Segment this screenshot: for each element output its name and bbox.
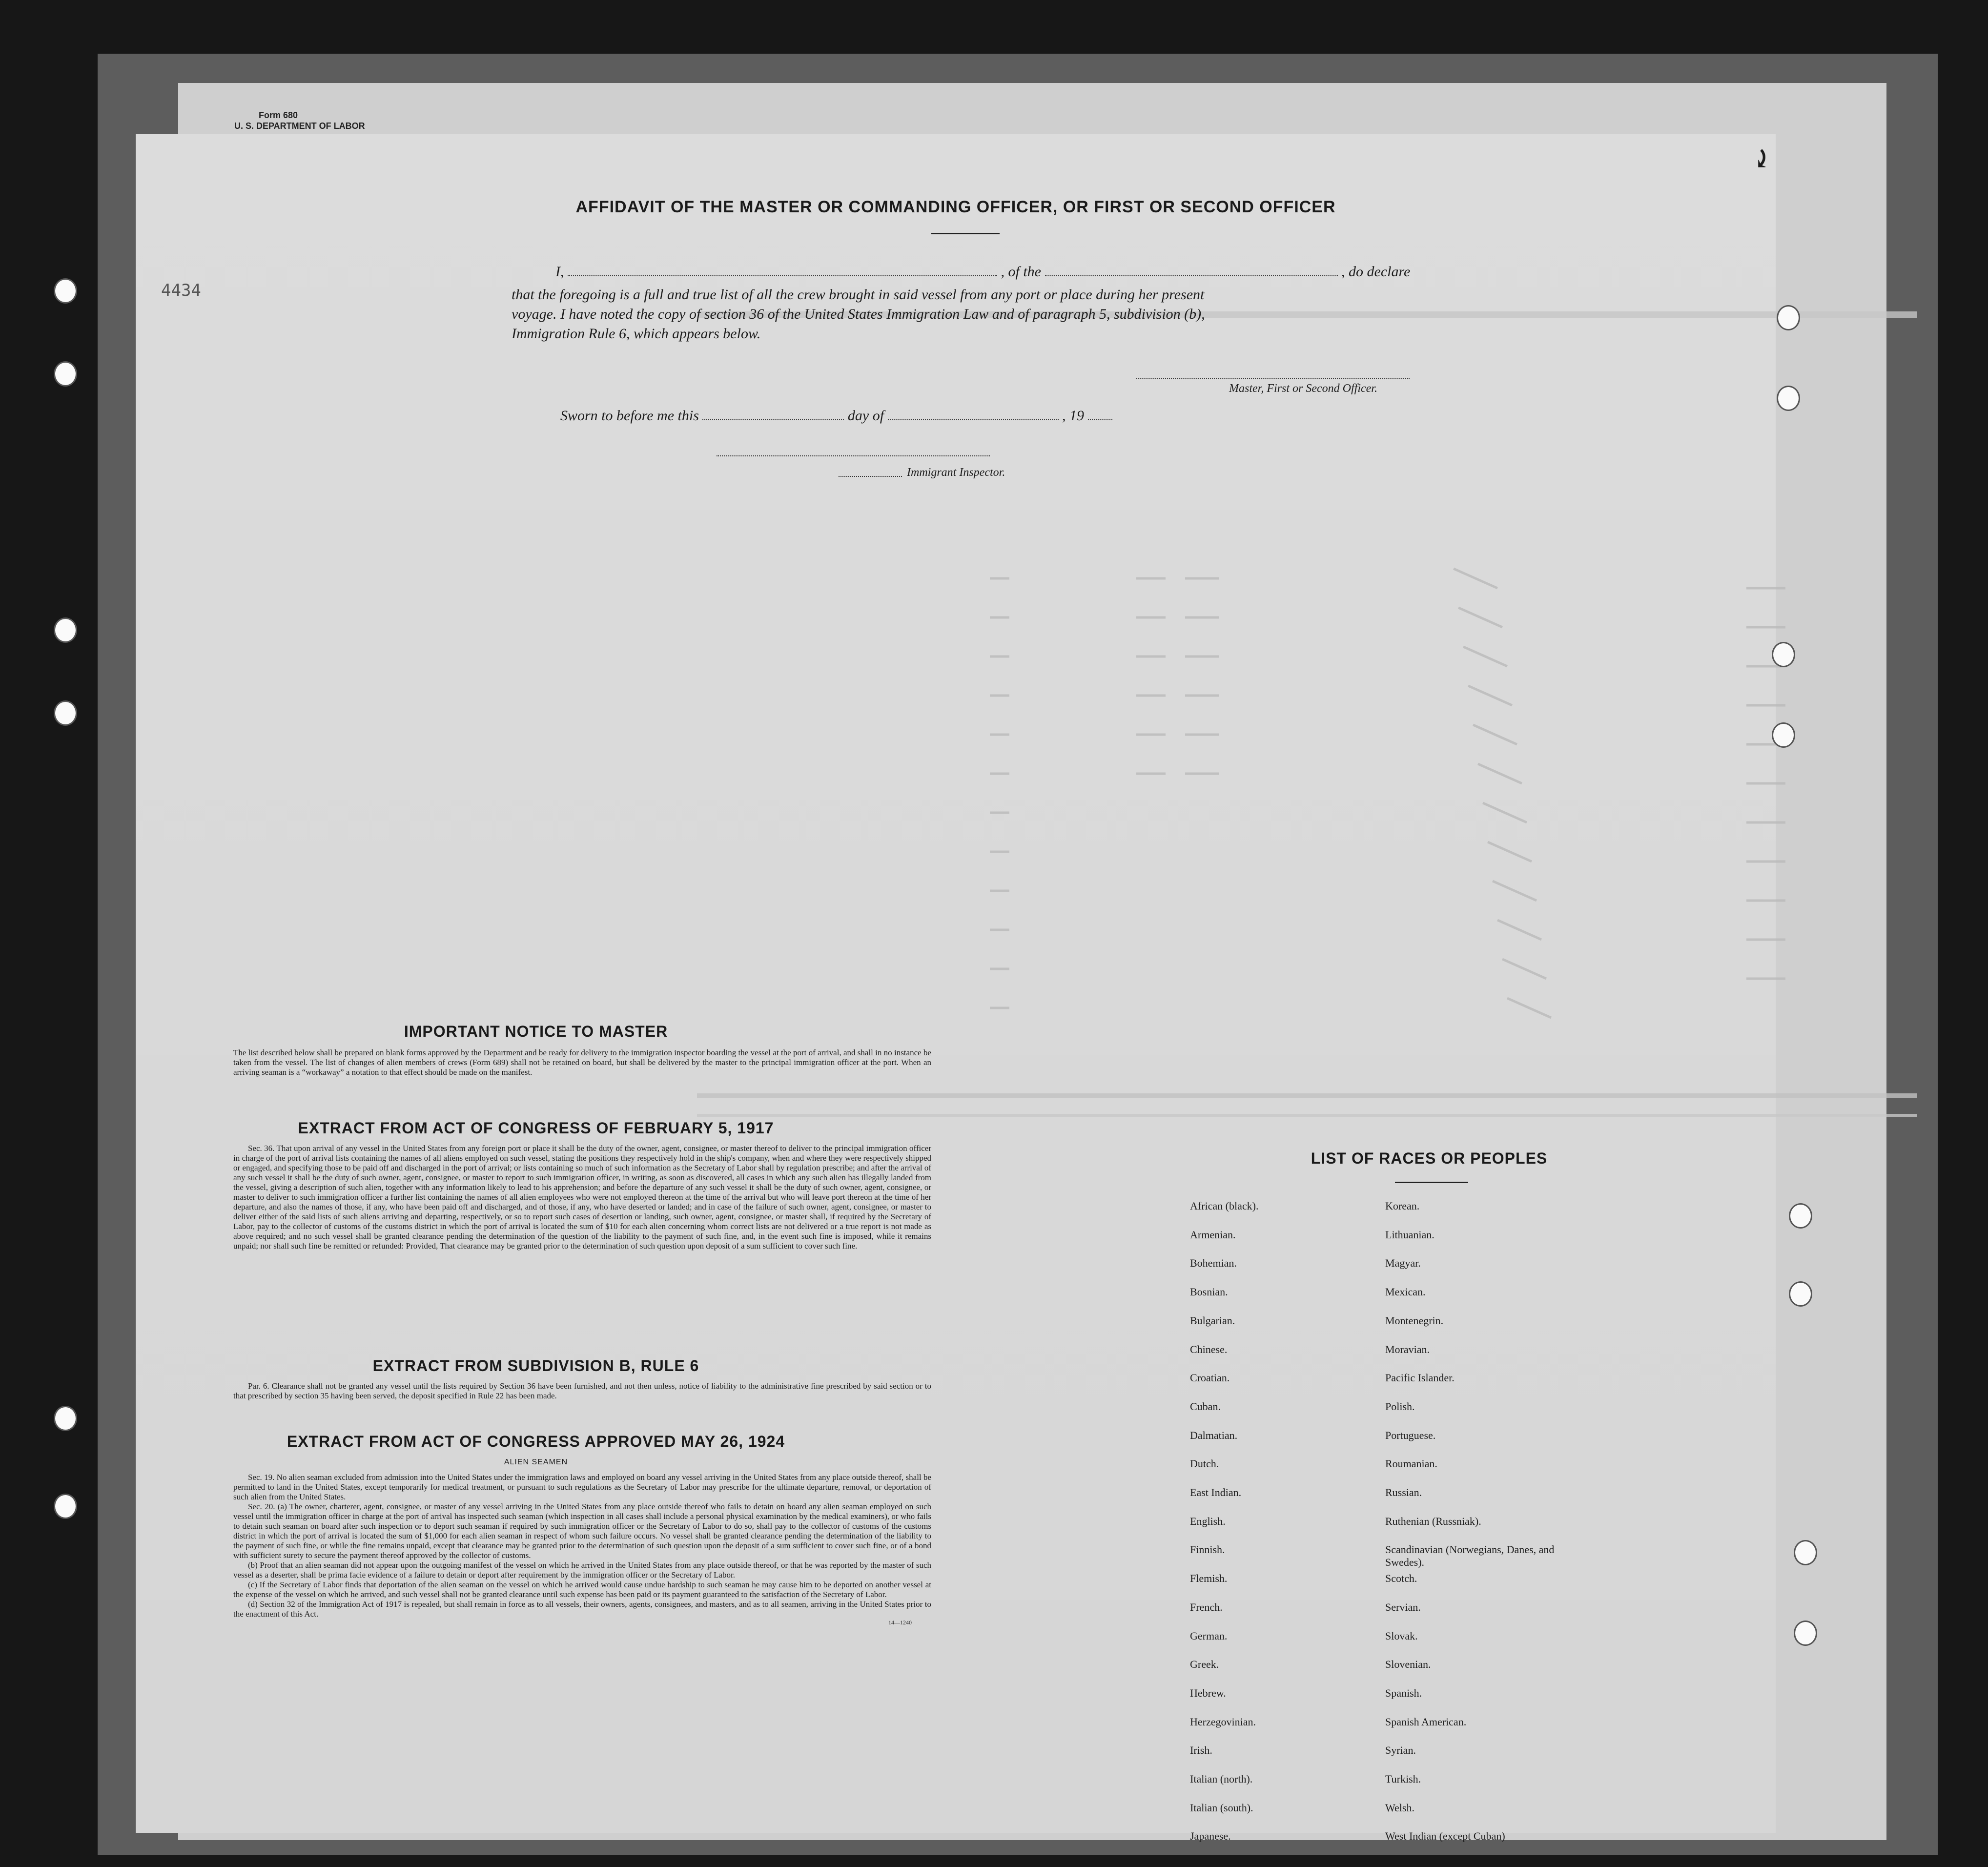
- race-item: Croatian.: [1190, 1372, 1230, 1384]
- race-item: English.: [1190, 1515, 1226, 1527]
- punch-hole: [54, 700, 77, 726]
- sworn-year-blank: [1088, 419, 1112, 420]
- race-item: Slovak.: [1385, 1629, 1418, 1642]
- race-item: French.: [1190, 1600, 1223, 1613]
- inspector-short-line: [839, 476, 902, 477]
- sworn-year-label: , 19: [1062, 408, 1085, 424]
- affidavit-line-2: that the foregoing is a full and true list of all the crew brought in said vessel from any port or place during her present: [512, 287, 1205, 303]
- race-item: Servian.: [1385, 1600, 1421, 1613]
- race-item: Welsh.: [1385, 1801, 1414, 1814]
- race-item: Scandinavian (Norwegians, Danes, and Swedes).: [1385, 1543, 1555, 1569]
- race-item: Dutch.: [1190, 1457, 1219, 1470]
- punch-hole: [1777, 305, 1800, 330]
- punch-hole: [1794, 1540, 1817, 1565]
- extract-1917-text: Sec. 36. That upon arrival of any vessel in the United States from any foreign port or place it shall be the duty of the owner, agent, consignee, or master thereof to deliver to the principal immigration officer in charge of the port of arrival lists containing the names of all aliens employed on such vessel, stating the positions they respectively hold in the ship's company, when and where they were respectively shipped or engaged, and specifying those to be paid off and discharged in the port of arrival; or lists containing so much of such information as the Secretary of Labor shall by regulation prescribe; and after the arrival of any such vessel it shall be the duty of such owner, agent, consignee, or master to report to such immigration officer, in writing, as soon as discovered, all cases in which any such alien has illegally landed from the vessel, giving a description of such alien, together with any information likely to lead to his apprehension; and before the departure of any such vessel it shall be the duty of such owner, agent, consignee, or master to deliver to such immigration officer a further list containing the names of all alien employees who were not employed thereon at the time of the arrival but who will leave port thereon at the time of her departure, and also the names of those, if any, who have been paid off and discharged, and of those, if any, who have deserted or landed; and in case of the failure of such owner, agent, consignee, or master to deliver either of the said lists of such aliens arriving and departing, respectively, or so to report such cases of desertion or landing, such owner, agent, consignee, or master shall, if required by the Secretary of Labor, pay to the collector of customs of the customs district in which the port of arrival is located the sum of $10 for each alien concerning whom correct lists are not delivered or a true report is not made as above required; and no such vessel shall be granted clearance pending the determination of the question of the liability to the payment of such fine, and, in the event such fine is imposed, while it remains unpaid; nor shall such fine be remitted or refunded: Provided, That clearance may be granted prior to the determination of such question upon deposit of a sum sufficient to cover such fine.: [233, 1144, 931, 1251]
- race-item: Ruthenian (Russniak).: [1385, 1515, 1481, 1527]
- print-code: 14—1240: [888, 1619, 912, 1626]
- document-sheet: [136, 134, 1776, 1843]
- punch-hole: [54, 1406, 77, 1431]
- races-title-divider: [1395, 1182, 1468, 1183]
- race-item: Italian (south).: [1190, 1801, 1253, 1814]
- race-item: Bulgarian.: [1190, 1314, 1235, 1327]
- race-item: Bohemian.: [1190, 1257, 1237, 1270]
- race-item: West Indian (except Cuban): [1385, 1830, 1505, 1843]
- master-name-blank: [568, 275, 997, 276]
- race-item: East Indian.: [1190, 1486, 1242, 1498]
- punch-hole: [54, 361, 77, 387]
- corner-mark-icon: ⤸: [1751, 145, 1772, 172]
- master-signature-caption: Master, First or Second Officer.: [1229, 382, 1377, 395]
- race-item: Turkish.: [1385, 1773, 1421, 1785]
- extract-rule6-text: Par. 6. Clearance shall not be granted any vessel until the lists required by Section 36 have been furnished, and not then unless, notice of liability to the administrative fine prescribed by said section or to that prescribed by section 35 having been served, the deposit specified in Rule 22 has been made.: [233, 1381, 931, 1400]
- underlying-form-department: U. S. DEPARTMENT OF LABOR: [234, 121, 365, 131]
- title-divider: [931, 233, 1000, 234]
- affidavit-declaration-line: [555, 264, 1410, 280]
- punch-hole: [54, 278, 77, 304]
- punch-hole: [54, 1494, 77, 1519]
- race-item: Chinese.: [1190, 1343, 1228, 1355]
- race-item: Flemish.: [1190, 1572, 1228, 1585]
- race-item: Syrian.: [1385, 1744, 1416, 1757]
- sworn-day-blank: [702, 419, 844, 420]
- race-item: Cuban.: [1190, 1400, 1221, 1413]
- race-item: Moravian.: [1385, 1343, 1430, 1355]
- race-item: Mexican.: [1385, 1286, 1426, 1298]
- master-signature-line: [1136, 378, 1410, 379]
- side-mark: 4434: [161, 281, 201, 300]
- race-item: Polish.: [1385, 1400, 1415, 1413]
- race-item: Portuguese.: [1385, 1429, 1436, 1441]
- sworn-line: [560, 408, 1112, 424]
- races-title: LIST OF RACES OR PEOPLES: [1311, 1149, 1548, 1167]
- race-item: Montenegrin.: [1385, 1314, 1444, 1327]
- sworn-label: Sworn to before me this: [560, 408, 699, 424]
- vessel-name-blank: [1045, 275, 1338, 276]
- affidavit-line-3: voyage. I have noted the copy of section 36 of the United States Immigration Law and of paragraph 5, subdivision (b),: [512, 306, 1205, 322]
- race-item: Slovenian.: [1385, 1658, 1431, 1671]
- punch-hole: [1789, 1281, 1812, 1307]
- race-item: Japanese.: [1190, 1830, 1231, 1843]
- race-item: Russian.: [1385, 1486, 1422, 1498]
- notice-text: The list described below shall be prepared on blank forms approved by the Department and be ready for delivery to the immigration inspector boarding the vessel at the port of arrival, and shall in no instance be taken from the vessel. The list of changes of alien members of crews (Form 689) shall not be retained on board, but shall be delivered by the master to the principal immigration officer at the port. When an arriving seaman is a “workaway” a notation to that effect should be made on the manifest.: [233, 1048, 931, 1077]
- inspector-caption: Immigrant Inspector.: [907, 466, 1005, 479]
- race-item: Finnish.: [1190, 1543, 1225, 1556]
- punch-hole: [54, 617, 77, 643]
- sec20a-text: Sec. 20. (a) The owner, charterer, agent, consignee, or master of any vessel arriving in the United States from any place outside thereof who fails to detain on board any alien seaman employed on such vessel until the immigration officer in charge at the port of arrival has inspected such seaman (which inspection in all cases shall include a personal physical examination by the medical examiners), or who fails to detain such seaman on board after such inspection or to deport such seaman if required by such immigration officer or the Secretary of Labor to do so, shall pay to the collector of customs of the customs district in which the port of arrival is located the sum of $1,000 for each alien seaman in respect of whom such failure occurs. No vessel shall be granted clearance pending the determination of the liability to the payment of such fine, or while the fine remains unpaid, except that clearance may be granted prior to the determination of such question upon the deposit of a sum sufficient to cover such fine, or of a bond with sufficient surety to secure the payment thereof approved by the collector of customs.: [233, 1502, 931, 1560]
- affidavit-i-label: I,: [555, 264, 564, 280]
- race-item: Bosnian.: [1190, 1286, 1228, 1298]
- race-item: Scotch.: [1385, 1572, 1417, 1585]
- sec19-text: Sec. 19. No alien seaman excluded from admission into the United States under the immigration laws and employed on board any vessel arriving in the United States from any place outside thereof, shall be permitted to land in the United States, except temporarily for medical treatment, or pursuant to such regulations as the Secretary of Labor may prescribe for the ultimate departure, removal, or deportation of such alien from the United States.: [233, 1473, 931, 1501]
- race-item: Korean.: [1385, 1200, 1420, 1212]
- inspector-signature-line: [717, 455, 990, 456]
- race-item: Roumanian.: [1385, 1457, 1437, 1470]
- sworn-month-blank: [888, 419, 1059, 420]
- extract-1924-body: [233, 1473, 931, 1626]
- underlying-form-number: Form 680: [259, 110, 298, 120]
- extract-1924-subtitle: ALIEN SEAMEN: [504, 1458, 568, 1466]
- race-item: German.: [1190, 1629, 1228, 1642]
- sec20c-text: (c) If the Secretary of Labor finds that deportation of the alien seaman on the vessel on which he arrived would cause undue hardship to such seaman he may cause him to be deported on another vessel at the expense of the vessel on which he arrived, and such vessel shall not be granted clearance until such expense has been paid or its payment guaranteed to the satisfaction of the Secretary of Labor.: [233, 1580, 931, 1599]
- race-item: Italian (north).: [1190, 1773, 1253, 1785]
- race-item: Lithuanian.: [1385, 1228, 1435, 1241]
- underlying-form-header: [234, 110, 365, 131]
- punch-hole: [1777, 386, 1800, 411]
- race-item: Spanish American.: [1385, 1715, 1467, 1728]
- sworn-day-of-label: day of: [847, 408, 884, 424]
- punch-hole: [1789, 1203, 1812, 1229]
- punch-hole: [1794, 1621, 1817, 1646]
- race-item: African (black).: [1190, 1200, 1259, 1212]
- race-item: Irish.: [1190, 1744, 1212, 1757]
- race-item: Pacific Islander.: [1385, 1372, 1455, 1384]
- punch-hole: [1772, 722, 1795, 748]
- race-item: Greek.: [1190, 1658, 1219, 1671]
- affidavit-declare-label: , do declare: [1341, 264, 1411, 280]
- sec20d-text: (d) Section 32 of the Immigration Act of 1917 is repealed, but shall remain in force as to all vessels, their owners, agents, consignees, and masters, and as to all seamen, arriving in the United States prior to the enactment of this Act.: [233, 1600, 931, 1619]
- sec20b-text: (b) Proof that an alien seaman did not appear upon the outgoing manifest of the vessel on which he arrived in the United States from any place outside thereof, or that he was reported by the master of such vessel as a deserter, shall be prima facie evidence of a failure to detain or deport after requirement by the immigration officer or the Secretary of Labor.: [233, 1560, 931, 1580]
- punch-hole: [1772, 642, 1795, 667]
- race-item: Spanish.: [1385, 1686, 1422, 1699]
- race-item: Herzegovinian.: [1190, 1715, 1256, 1728]
- extract-1917-title: EXTRACT FROM ACT OF CONGRESS OF FEBRUARY 5, 1917: [298, 1119, 774, 1137]
- extract-rule6-title: EXTRACT FROM SUBDIVISION B, RULE 6: [372, 1357, 699, 1375]
- affidavit-of-label: , of the: [1001, 264, 1041, 280]
- extract-1924-title: EXTRACT FROM ACT OF CONGRESS APPROVED MAY 26, 1924: [287, 1433, 785, 1450]
- notice-title: IMPORTANT NOTICE TO MASTER: [404, 1023, 668, 1040]
- affidavit-line-4: Immigration Rule 6, which appears below.: [512, 326, 761, 342]
- race-item: Magyar.: [1385, 1257, 1421, 1270]
- race-item: Hebrew.: [1190, 1686, 1226, 1699]
- affidavit-title: AFFIDAVIT OF THE MASTER OR COMMANDING OFFICER, OR FIRST OR SECOND OFFICER: [575, 198, 1336, 216]
- race-item: Dalmatian.: [1190, 1429, 1238, 1441]
- race-item: Armenian.: [1190, 1228, 1236, 1241]
